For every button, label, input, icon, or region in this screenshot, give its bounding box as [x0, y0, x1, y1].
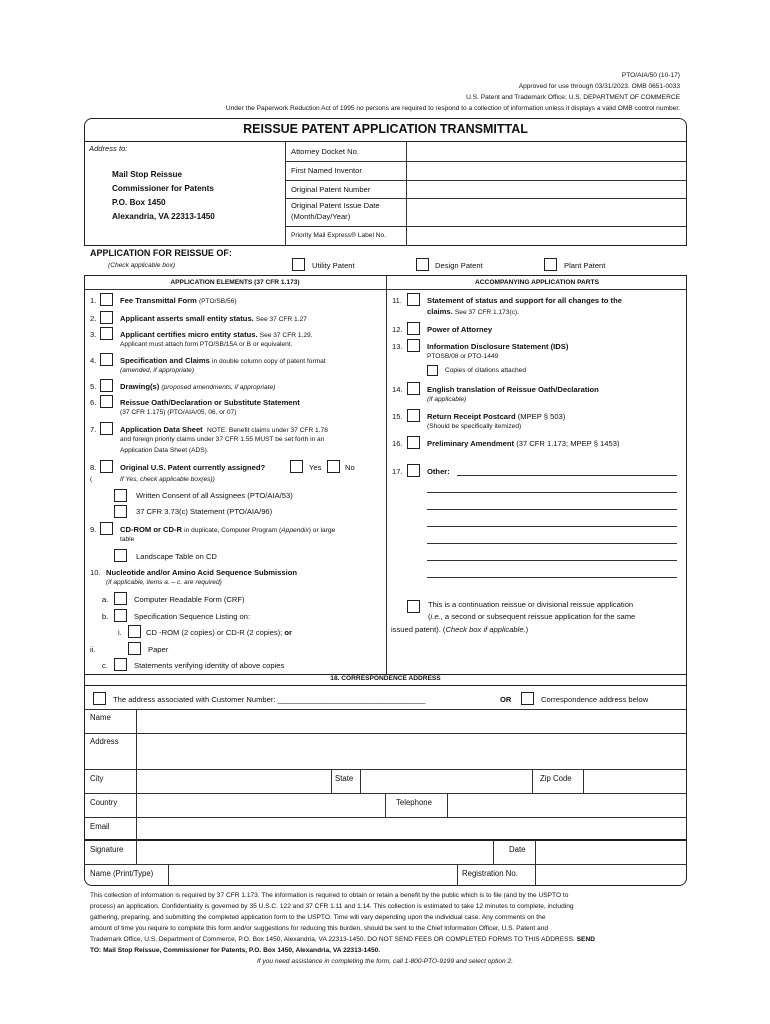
- fee-transmittal-checkbox[interactable]: [100, 293, 113, 306]
- landscape-table-label: Landscape Table on CD: [136, 552, 217, 561]
- orig-patent-field[interactable]: [408, 182, 685, 197]
- utility-checkbox[interactable]: [292, 258, 305, 271]
- power-attorney-checkbox[interactable]: [407, 322, 420, 335]
- cont2c: a second or subsequent reissue application for the same: [442, 612, 636, 621]
- other-checkbox[interactable]: [407, 464, 420, 477]
- drawings-text: Drawing(s): [120, 382, 160, 391]
- sequence-label: Nucleotide and/or Amino Acid Sequence Submission: [106, 568, 297, 577]
- form-title: REISSUE PATENT APPLICATION TRANSMITTAL: [243, 122, 528, 136]
- landscape-table-checkbox[interactable]: [114, 549, 127, 562]
- continuation-line2: [428, 612, 635, 621]
- cdrom-copies-label: [146, 628, 292, 637]
- telephone-label: Telephone: [396, 798, 432, 807]
- or-label: OR: [500, 695, 512, 704]
- registration-field[interactable]: [537, 866, 685, 884]
- issue-date-field[interactable]: [408, 200, 685, 224]
- other-line[interactable]: [427, 560, 677, 561]
- status-support-label: Statement of status and support for all changes to the: [427, 296, 622, 305]
- cdrom-copies-text: CD -ROM (2 copies) or CD-R (2 copies);: [146, 628, 283, 637]
- utility-label: Utility Patent: [312, 261, 355, 270]
- approval-line: Approved for use through 03/31/2023. OMB 0651-0033: [518, 83, 680, 90]
- other-line[interactable]: [427, 509, 677, 510]
- other-line[interactable]: [427, 577, 677, 578]
- status-support-ref: See 37 CFR 1.173(c).: [454, 309, 520, 316]
- address-field-label: Address: [90, 737, 119, 746]
- reissue-hint: (Check applicable box): [108, 262, 176, 269]
- postcard-label: [427, 412, 565, 421]
- paperwork-notice: Under the Paperwork Reduction Act of 1995 no persons are required to respond to a collection of information unless it displays a valid OMB control number.: [225, 105, 680, 112]
- docket-label: Attorney Docket No.: [291, 147, 359, 156]
- name-field[interactable]: [138, 711, 685, 731]
- prelim-amendment-label: [427, 439, 619, 448]
- country-label: Country: [90, 798, 118, 807]
- cdrom-copies-checkbox[interactable]: [128, 625, 141, 638]
- continuation-line3: [391, 625, 528, 634]
- plant-label: Plant Patent: [564, 261, 606, 270]
- ads-label: [120, 425, 328, 435]
- ids-checkbox[interactable]: [407, 339, 420, 352]
- assigned-checkbox[interactable]: [100, 460, 113, 473]
- address-line3: P.O. Box 1450: [112, 198, 166, 207]
- cont3b: Check box if applicable.: [445, 625, 526, 634]
- written-consent-checkbox[interactable]: [114, 489, 127, 502]
- micro-entity-label: [120, 330, 312, 340]
- item-letter: b.: [102, 612, 109, 621]
- drawings-note: (proposed amendments, if appropriate): [161, 384, 276, 391]
- item-number: 6.: [90, 398, 97, 407]
- crf-label: Computer Readable Form (CRF): [134, 595, 245, 604]
- paper-checkbox[interactable]: [128, 642, 141, 655]
- ads-text: Application Data Sheet: [120, 425, 203, 434]
- email-label: Email: [90, 822, 110, 831]
- cdrom-note-c: ) or large: [308, 527, 336, 534]
- cdrom-label: [120, 525, 335, 535]
- item-number: 10.: [90, 568, 101, 577]
- name-label: Name: [90, 713, 111, 722]
- prelim-amendment-text: Preliminary Amendment: [427, 439, 515, 448]
- other-line[interactable]: [457, 475, 677, 476]
- state-field[interactable]: [362, 771, 530, 791]
- footer-line5-text: Trademark Office, U.S. Department of Commerce, P.O. Box 1450, Alexandria, VA 22313-1450. DO NOT SEND FEES OR COMPLETED FORMS TO THIS ADDRESS.: [90, 936, 575, 943]
- ads-note: NOTE: Benefit claims under 37 CFR 1.78: [206, 427, 328, 434]
- inventor-label: First Named Inventor: [291, 166, 362, 175]
- ids-forms: PTOSB/08 or PTO-1449: [427, 353, 499, 360]
- registration-label: Registration No.: [462, 869, 518, 878]
- footer-send: SEND: [576, 936, 595, 943]
- continuation-checkbox[interactable]: [407, 600, 420, 613]
- state-label: State: [335, 774, 354, 783]
- cdrom-note-a: in duplicate, Computer Program (: [184, 527, 282, 534]
- translation-checkbox[interactable]: [407, 382, 420, 395]
- cont2a: (: [428, 612, 431, 621]
- cdrom-note-b: Appendix: [281, 527, 309, 534]
- item-number: 5.: [90, 382, 97, 391]
- spec-claims-label: [120, 356, 326, 366]
- ids-label: Information Disclosure Statement (IDS): [427, 342, 569, 351]
- form-id: PTO/AIA/50 (10-17): [621, 72, 680, 79]
- status-support-checkbox[interactable]: [407, 293, 420, 306]
- item-number: 16.: [392, 439, 403, 448]
- statement-373c-checkbox[interactable]: [114, 505, 127, 518]
- left-column-header: APPLICATION ELEMENTS (37 CFR 1.173): [170, 279, 300, 286]
- item-number: 17.: [392, 467, 403, 476]
- item-letter: a.: [102, 595, 109, 604]
- cdrom-checkbox[interactable]: [100, 522, 113, 535]
- other-label: Other:: [427, 467, 450, 476]
- ads-checkbox[interactable]: [100, 422, 113, 435]
- name-print-label: Name (Print/Type): [90, 869, 154, 878]
- item-number: 2.: [90, 314, 97, 323]
- fee-transmittal-form: (PTO/SB/56): [198, 298, 237, 305]
- plant-checkbox[interactable]: [544, 258, 557, 271]
- assigned-label: Original U.S. Patent currently assigned?: [120, 463, 266, 472]
- cont3c: ): [525, 625, 529, 634]
- micro-entity-checkbox[interactable]: [100, 327, 113, 340]
- spec-claims-note: in double column copy of patent format: [212, 358, 326, 365]
- orig-patent-label: Original Patent Number: [291, 185, 371, 194]
- cont3a: issued patent). (: [391, 625, 446, 634]
- footer-line1: This collection of information is required by 37 CFR 1.173. The information is required to obtain or retain a benefit by the public which is to file (and by the USPTO to: [90, 892, 569, 899]
- item-number: 13.: [392, 342, 403, 351]
- item-number: 9.: [90, 525, 97, 534]
- translation-hint: (if applicable): [427, 396, 467, 403]
- issue-date-format: (Month/Day/Year): [291, 212, 351, 221]
- date-label: Date: [509, 845, 526, 854]
- translation-label: English translation of Reissue Oath/Declaration: [427, 385, 599, 394]
- item-number: 1.: [90, 296, 97, 305]
- corr-header: 18. CORRESPONDENCE ADDRESS: [330, 675, 441, 682]
- agency-line: U.S. Patent and Trademark Office; U.S. DEPARTMENT OF COMMERCE: [466, 94, 680, 101]
- footer-line4: amount of time you require to complete this form and/or suggestions for reducing this burden, should be sent to the Chief Information Officer, U.S. Patent and: [90, 925, 549, 932]
- citations-label: Copies of citations attached: [445, 367, 527, 374]
- power-attorney-label: Power of Attorney: [427, 325, 493, 334]
- small-entity-label: [120, 314, 307, 324]
- assigned-hint: If Yes, check applicable box(es)): [120, 476, 215, 483]
- postcard-checkbox[interactable]: [407, 409, 420, 422]
- drawings-checkbox[interactable]: [100, 379, 113, 392]
- signature-label: Signature: [90, 845, 124, 854]
- assigned-yes-label: Yes: [309, 463, 322, 472]
- statements-checkbox[interactable]: [114, 658, 127, 671]
- spec-claims-text: Specification and Claims: [120, 356, 210, 365]
- address-field[interactable]: [138, 735, 685, 767]
- assigned-no-label: No: [345, 463, 355, 472]
- zip-field[interactable]: [585, 771, 685, 791]
- crf-checkbox[interactable]: [114, 592, 127, 605]
- spec-claims-amended: (amended, if appropriate): [120, 367, 195, 374]
- item-letter: c.: [102, 661, 108, 670]
- micro-entity-text: Applicant certifies micro entity status.: [120, 330, 258, 339]
- micro-entity-note: Applicant must attach form PTO/SB/15A or B or equivalent.: [120, 341, 293, 348]
- corr-below-label: Correspondence address below: [541, 695, 649, 704]
- email-field[interactable]: [138, 819, 685, 839]
- design-checkbox[interactable]: [416, 258, 429, 271]
- date-field[interactable]: [537, 842, 685, 862]
- sequence-hint: (if applicable, items a. – c. are required): [106, 579, 222, 586]
- address-line2: Commissioner for Patents: [112, 184, 214, 193]
- spec-claims-checkbox[interactable]: [100, 353, 113, 366]
- item-number: 11.: [392, 296, 402, 305]
- item-roman: ii.: [90, 645, 96, 654]
- inventor-field[interactable]: [408, 163, 685, 179]
- country-field[interactable]: [138, 795, 384, 815]
- small-entity-ref: See 37 CFR 1.27: [255, 316, 307, 323]
- zip-label: Zip Code: [540, 774, 572, 783]
- spec-listing-checkbox[interactable]: [114, 609, 127, 622]
- footer-line2: process) an application. Confidentiality is governed by 35 U.S.C. 122 and 37 CFR 1.11 and 1.14. This collection is estimated to take 12 minutes to complete, including: [90, 903, 574, 910]
- item-number: 8.: [90, 463, 97, 472]
- other-line[interactable]: [427, 526, 677, 527]
- item-number: 12.: [392, 325, 403, 334]
- oath-checkbox[interactable]: [100, 395, 113, 408]
- citations-checkbox[interactable]: [427, 365, 438, 376]
- corr-below-checkbox[interactable]: [521, 692, 534, 705]
- small-entity-checkbox[interactable]: [100, 311, 113, 324]
- city-field[interactable]: [138, 771, 330, 791]
- paper-label: Paper: [148, 645, 169, 654]
- reissue-of-label: APPLICATION FOR REISSUE OF:: [90, 248, 232, 258]
- fee-transmittal-label: [120, 296, 237, 306]
- continuation-line1: This is a continuation reissue or divisional reissue application: [428, 600, 634, 609]
- assigned-yes-checkbox[interactable]: [290, 460, 303, 473]
- statement-373c-label: 37 CFR 3.73(c) Statement (PTO/AIA/96): [136, 507, 273, 516]
- prelim-amendment-ref: (37 CFR 1.173; MPEP § 1453): [516, 439, 620, 448]
- other-line[interactable]: [427, 543, 677, 544]
- name-print-field[interactable]: [170, 866, 456, 884]
- oath-ref: (37 CFR 1.175) (PTO/AIA/05, 06, or 07): [120, 409, 237, 416]
- ads-note-2: and foreign priority claims under 37 CFR 1.55 MUST be set forth in an: [120, 436, 325, 443]
- telephone-field[interactable]: [449, 795, 685, 815]
- footer-line6: TO: Mail Stop Reissue, Commissioner for Patents, P.O. Box 1450, Alexandria, VA 22313-1450.: [90, 947, 381, 954]
- status-support-claims-text: claims.: [427, 307, 453, 316]
- design-label: Design Patent: [435, 261, 483, 270]
- item-number: 15.: [392, 412, 403, 421]
- cont2b: i.e.,: [430, 612, 443, 621]
- oath-label: Reissue Oath/Declaration or Substitute Statement: [120, 398, 300, 407]
- item-number: 3.: [90, 330, 97, 339]
- fee-transmittal-text: Fee Transmittal Form: [120, 296, 197, 305]
- spec-listing-label: Specification Sequence Listing on:: [134, 612, 251, 621]
- assigned-no-checkbox[interactable]: [327, 460, 340, 473]
- item-number: 7.: [90, 425, 97, 434]
- item-roman: i.: [118, 628, 122, 637]
- postcard-text: Return Receipt Postcard: [427, 412, 516, 421]
- statements-label: Statements verifying identity of above copies: [134, 661, 285, 670]
- prelim-amendment-checkbox[interactable]: [407, 436, 420, 449]
- priority-field[interactable]: [408, 228, 685, 244]
- item-number: 4.: [90, 356, 97, 365]
- docket-field[interactable]: [408, 143, 685, 159]
- right-column-header: ACCOMPANYING APPLICATION PARTS: [475, 279, 599, 286]
- micro-entity-ref: See 37 CFR 1.29.: [259, 332, 313, 339]
- item-number: 14.: [392, 385, 403, 394]
- priority-label: Priority Mail Express® Label No.: [291, 232, 387, 239]
- signature-field[interactable]: [138, 842, 492, 862]
- status-support-claims: [427, 307, 519, 317]
- footer-line3: gathering, preparing, and submitting the completed application form to the USPTO. Time will vary depending upon the individual case. Any comments on the: [90, 914, 546, 921]
- footer-line5: [90, 936, 595, 944]
- postcard-ref: (MPEP § 503): [517, 412, 566, 421]
- address-line1: Mail Stop Reissue: [112, 170, 183, 179]
- customer-number-label: The address associated with Customer Number: ___________________________________: [113, 695, 426, 704]
- drawings-label: [120, 382, 275, 392]
- city-label: City: [90, 774, 104, 783]
- cdrom-text: CD-ROM or CD-R: [120, 525, 183, 534]
- written-consent-label: Written Consent of all Assignees (PTO/AIA/53): [136, 491, 293, 500]
- customer-number-checkbox[interactable]: [93, 692, 106, 705]
- issue-date-label: Original Patent Issue Date: [291, 201, 380, 210]
- small-entity-text: Applicant asserts small entity status.: [120, 314, 254, 323]
- cdrom-table: table: [120, 536, 135, 543]
- address-line4: Alexandria, VA 22313-1450: [112, 212, 215, 221]
- assigned-paren: (: [90, 476, 93, 483]
- postcard-note: (Should be specifically itemized): [427, 423, 522, 430]
- footer-help: If you need assistance in completing the form, call 1-800-PTO-9199 and select option 2.: [256, 958, 514, 965]
- other-line[interactable]: [427, 492, 677, 493]
- address-label: Address to:: [89, 144, 128, 153]
- ads-note-3: Application Data Sheet (ADS).: [120, 447, 209, 454]
- cdrom-copies-or: or: [284, 628, 293, 637]
